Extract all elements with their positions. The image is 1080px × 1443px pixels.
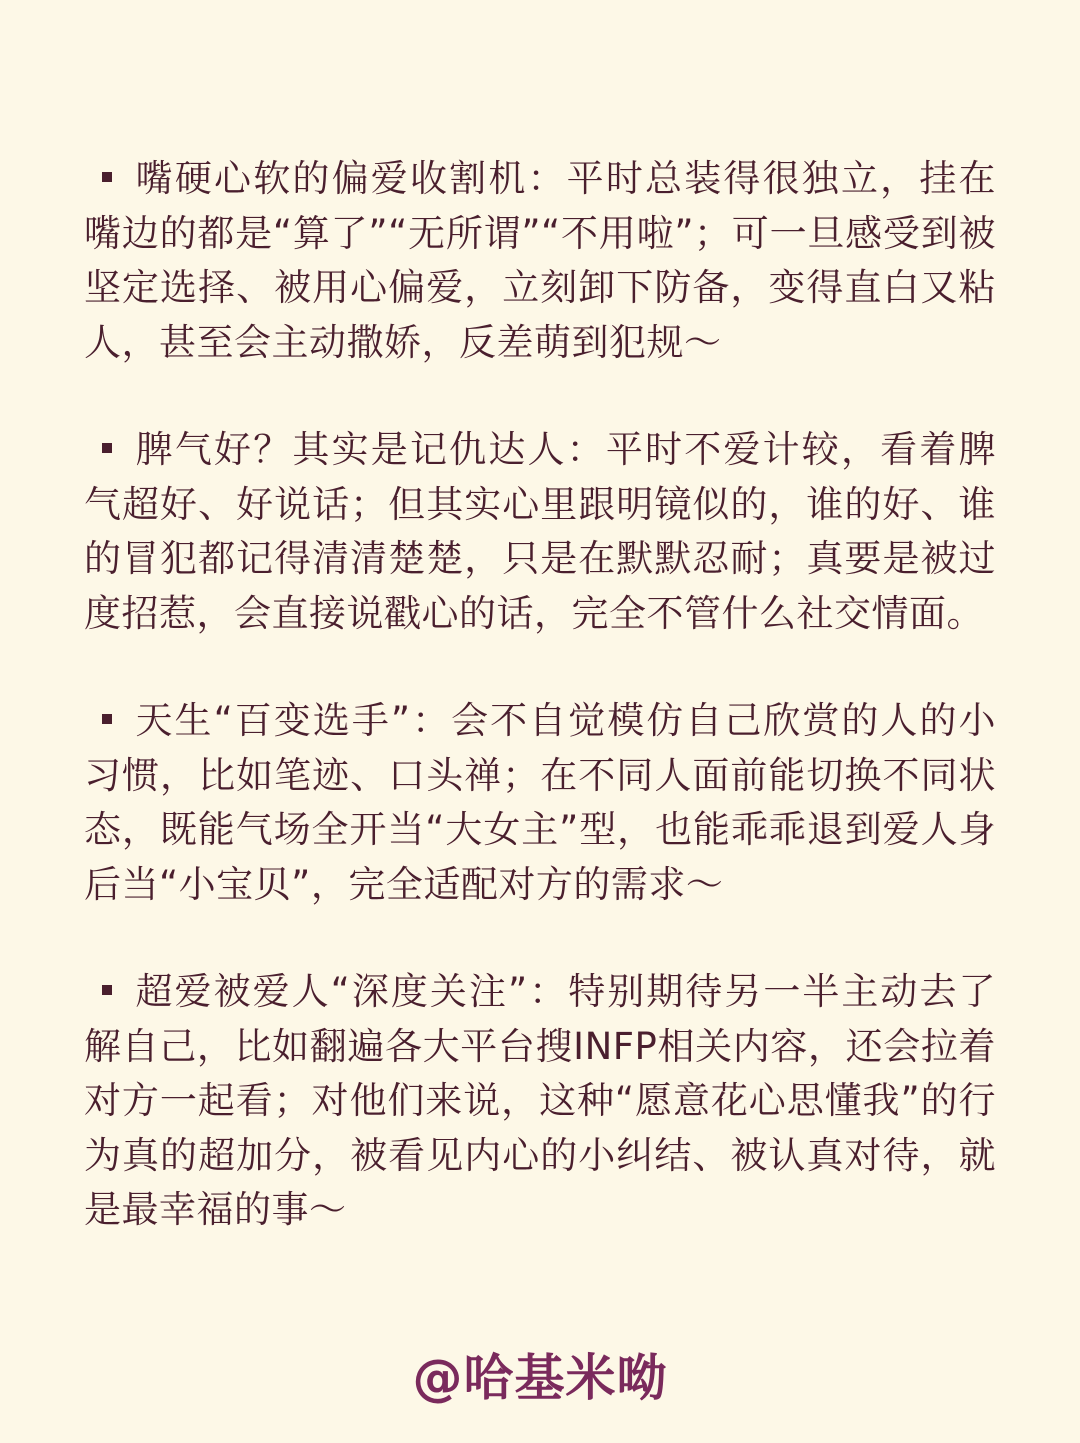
square-bullet-icon — [102, 172, 112, 182]
paragraph-3 — [84, 694, 996, 912]
paragraph-text: 脾气好？其实是记仇达人：平时不爱计较，看着脾气超好、好说话；但其实心里跟明镜似的，谁的好、谁的冒犯都记得清清楚楚，只是在默默忍耐；真要是被过度招惹，会直接说戳心的话，完全不管什么社交情面。 — [84, 428, 996, 635]
author-signature: @哈基米呦 — [412, 1349, 668, 1407]
paragraph-text: 嘴硬心软的偏爱收割机：平时总装得很独立，挂在嘴边的都是“算了”“无所谓”“不用啦”；可一旦感受到被坚定选择、被用心偏爱，立刻卸下防备，变得直白又粘人，甚至会主动撒娇，反差萌到犯规～ — [84, 157, 996, 364]
paragraph-1 — [84, 152, 996, 370]
paragraph-4 — [84, 965, 996, 1238]
paragraph-text: 超爱被爱人“深度关注”：特别期待另一半主动去了解自己，比如翻遍各大平台搜INFP相关内容，还会拉着对方一起看；对他们来说，这种“愿意花心思懂我”的行为真的超加分，被看见内心的小纠结、被认真对待，就是最幸福的事～ — [84, 970, 996, 1231]
article-body — [84, 152, 996, 1291]
square-bullet-icon — [102, 714, 112, 724]
paragraph-2 — [84, 423, 996, 641]
square-bullet-icon — [102, 443, 112, 453]
paragraph-text: 天生“百变选手”：会不自觉模仿自己欣赏的人的小习惯，比如笔迹、口头禅；在不同人面前能切换不同状态，既能气场全开当“大女主”型，也能乖乖退到爱人身后当“小宝贝”，完全适配对方的需求～ — [84, 699, 996, 906]
square-bullet-icon — [102, 985, 112, 995]
